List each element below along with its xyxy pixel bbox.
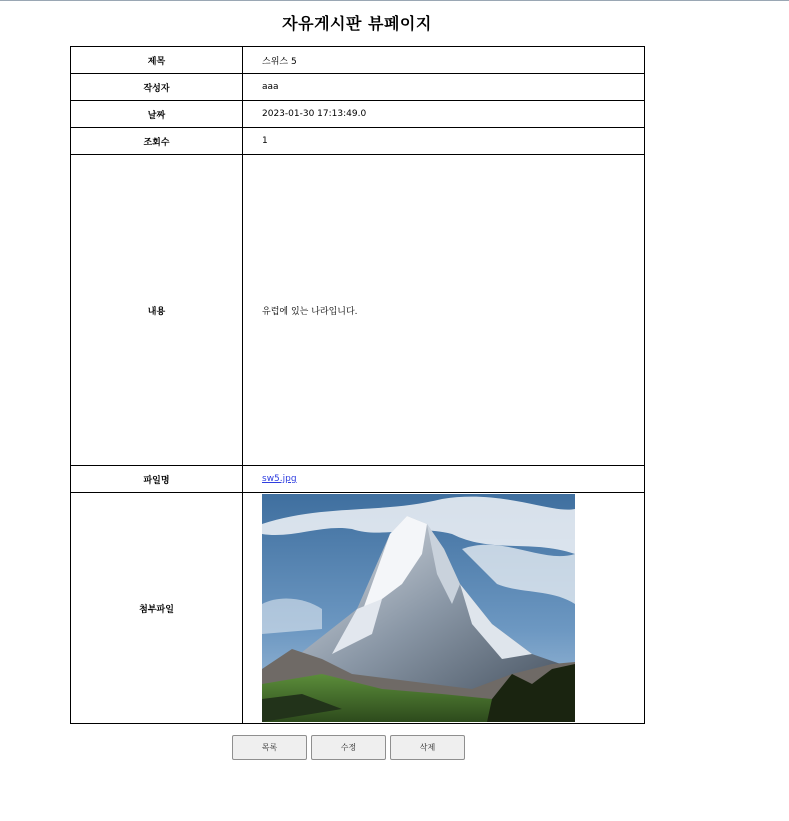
top-border-line bbox=[0, 0, 789, 1]
content-value: 유럽에 있는 나라입니다. bbox=[243, 155, 645, 466]
filename-label: 파일명 bbox=[71, 466, 243, 493]
post-view-table bbox=[70, 46, 645, 724]
title-value: 스위스 5 bbox=[243, 47, 645, 74]
content-label: 내용 bbox=[71, 155, 243, 466]
filename-link[interactable]: sw5.jpg bbox=[262, 474, 297, 484]
row-views bbox=[71, 128, 645, 155]
date-label: 날짜 bbox=[71, 101, 243, 128]
edit-button[interactable]: 수정 bbox=[311, 735, 386, 760]
row-attachment bbox=[71, 493, 645, 724]
views-label: 조회수 bbox=[71, 128, 243, 155]
filename-cell bbox=[243, 466, 645, 493]
author-value: aaa bbox=[243, 74, 645, 101]
attachment-image bbox=[262, 494, 575, 722]
row-title bbox=[71, 47, 645, 74]
row-filename bbox=[71, 466, 645, 493]
date-value: 2023-01-30 17:13:49.0 bbox=[243, 101, 645, 128]
action-buttons bbox=[232, 735, 465, 760]
delete-button[interactable]: 삭제 bbox=[390, 735, 465, 760]
views-value: 1 bbox=[243, 128, 645, 155]
title-label: 제목 bbox=[71, 47, 243, 74]
page-title: 자유게시판 뷰페이지 bbox=[282, 14, 432, 33]
row-date bbox=[71, 101, 645, 128]
list-button[interactable]: 목록 bbox=[232, 735, 307, 760]
attachment-cell bbox=[243, 493, 645, 724]
attachment-label: 첨부파일 bbox=[71, 493, 243, 724]
row-author bbox=[71, 74, 645, 101]
author-label: 작성자 bbox=[71, 74, 243, 101]
row-content bbox=[71, 155, 645, 466]
